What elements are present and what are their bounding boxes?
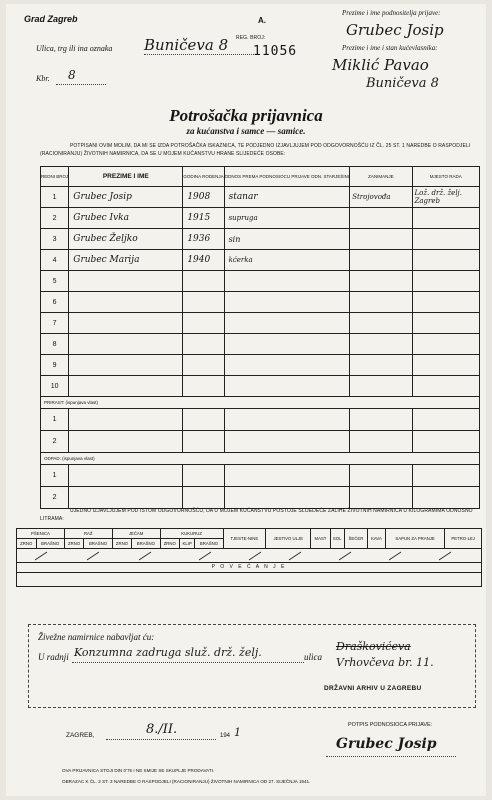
members-table bbox=[40, 166, 480, 509]
table-row bbox=[41, 250, 480, 271]
row-number: 7 bbox=[41, 313, 69, 334]
shop-line bbox=[72, 662, 304, 663]
odpad-label: ODPAD: (ispunjava vlast) bbox=[41, 453, 480, 465]
shop-label: U radnji bbox=[38, 652, 69, 662]
building-value: 8 bbox=[68, 68, 76, 82]
prirast-label: PRIRAST: (ispunjava vlast) bbox=[41, 397, 480, 409]
sub-flour: BRAŠNO bbox=[132, 539, 160, 549]
member-relation: supruga bbox=[224, 208, 350, 229]
member-name: Grubec Željko bbox=[69, 229, 183, 250]
table-row bbox=[41, 229, 480, 250]
member-relation bbox=[224, 292, 350, 313]
owner-name: Miklić Pavao bbox=[332, 56, 429, 74]
form-title: Potrošačka prijavnica bbox=[169, 106, 323, 125]
member-name bbox=[69, 292, 183, 313]
city-label: Grad Zagreb bbox=[24, 14, 78, 24]
stock-petroleum: PETRO-LEJ bbox=[445, 529, 482, 549]
stock-pasta: TJESTE-NINE bbox=[223, 529, 265, 549]
member-workplace bbox=[412, 208, 479, 229]
reg-number: 11056 bbox=[253, 44, 298, 59]
member-occupation bbox=[350, 208, 412, 229]
table-row bbox=[41, 431, 480, 453]
members-header-row bbox=[41, 167, 480, 187]
sub-grain: ZRNO bbox=[112, 539, 132, 549]
col-header-workplace: MJESTO RADA bbox=[412, 167, 479, 187]
price-note: OVA PRIJAVNICA STOJI DIN 0'75 I NE SMIJE SE SKUPLJE PRODAVATI. bbox=[62, 768, 215, 773]
shop-value: Konzumna zadruga služ. drž. želj. bbox=[74, 646, 262, 659]
table-row bbox=[41, 292, 480, 313]
table-row bbox=[41, 409, 480, 431]
member-relation bbox=[224, 355, 350, 376]
row-number: 9 bbox=[41, 355, 69, 376]
stocks-table bbox=[16, 528, 482, 587]
member-birth-year: 1908 bbox=[183, 187, 224, 208]
member-occupation bbox=[350, 271, 412, 292]
row-number: 2 bbox=[41, 487, 69, 509]
street-line bbox=[144, 54, 256, 55]
member-birth-year bbox=[183, 334, 224, 355]
member-birth-year bbox=[183, 376, 224, 397]
row-number: 5 bbox=[41, 271, 69, 292]
date-value: 8./II. bbox=[146, 722, 178, 737]
street-old-value: Draškovićeva bbox=[336, 640, 411, 653]
member-occupation: Strojovođa bbox=[350, 187, 412, 208]
member-birth-year: 1915 bbox=[183, 208, 224, 229]
strike-marks bbox=[17, 549, 483, 563]
stocks-values-cell bbox=[17, 549, 482, 563]
year-prefix: 194 bbox=[220, 733, 231, 739]
prirast-header-row bbox=[41, 397, 480, 409]
member-workplace bbox=[412, 229, 479, 250]
table-row bbox=[41, 465, 480, 487]
col-header-year: GODINA RODENJA bbox=[183, 167, 224, 187]
sub-flour: BRAŠNO bbox=[195, 539, 223, 549]
row-number: 2 bbox=[41, 208, 69, 229]
member-name: Grubec Marija bbox=[69, 250, 183, 271]
stock-oil: JESTIVO ULJE bbox=[266, 529, 311, 549]
regulation-note: OBRAZAC K ČL. 2 ST. 3 NAREDBE O RASPODJELI (RACIONIRANJU) ŽIVOTNIH NAMIRNICA OD 27. SIJEČNJA 1941. bbox=[62, 779, 311, 784]
owner-label: Prezime i ime i stan kućevlasnika: bbox=[342, 44, 438, 52]
applicant-label: Prezime i ime podnositelja prijave: bbox=[342, 9, 441, 17]
member-relation: kćerka bbox=[224, 250, 350, 271]
sub-flour: BRAŠNO bbox=[36, 539, 64, 549]
stock-group-wheat: PŠENICA bbox=[17, 529, 65, 539]
row-number: 3 bbox=[41, 229, 69, 250]
member-occupation bbox=[350, 334, 412, 355]
member-occupation bbox=[350, 292, 412, 313]
row-number: 1 bbox=[41, 187, 69, 208]
stock-group-rye: RAŽ bbox=[64, 529, 112, 539]
member-birth-year bbox=[183, 313, 224, 334]
member-occupation bbox=[350, 376, 412, 397]
date-line bbox=[106, 739, 216, 740]
member-occupation bbox=[350, 313, 412, 334]
col-header-name: PREZIME I IME bbox=[69, 167, 183, 187]
year-digit: 1 bbox=[234, 726, 241, 739]
street-label: Ulica, trg ili ina oznaka bbox=[36, 44, 113, 53]
row-number: 1 bbox=[41, 465, 69, 487]
street-field-label: ulica bbox=[304, 652, 322, 662]
street-new-value: Vrhovčeva br. 11. bbox=[336, 656, 434, 669]
stock-group-corn: KUKURUZ bbox=[160, 529, 223, 539]
member-name bbox=[69, 271, 183, 292]
member-workplace bbox=[412, 313, 479, 334]
form-subtitle: za kućanstva i samce — samice. bbox=[186, 126, 306, 136]
member-birth-year bbox=[183, 355, 224, 376]
table-row bbox=[41, 376, 480, 397]
member-name: Grubec Ivka bbox=[69, 208, 183, 229]
street-value: Buničeva 8 bbox=[144, 36, 229, 54]
member-birth-year: 1940 bbox=[183, 250, 224, 271]
member-name: Grubec Josip bbox=[69, 187, 183, 208]
table-row bbox=[41, 187, 480, 208]
member-name bbox=[69, 313, 183, 334]
stocks-intro: UJEDNO IZJAVLJUJEM POD ISTOM ODGOVORNOŠĆU, DA U MOJEM KUĆANSTVU POSTOJE SLIJEDEĆE ZALIHE ŽIVOTNIH NAMIRNICA U KILOGRAMIMA ODNOSNO LITRAMA: bbox=[40, 508, 473, 522]
member-occupation bbox=[350, 229, 412, 250]
section-letter: A. bbox=[258, 16, 266, 25]
sub-grain: ZRNO bbox=[160, 539, 180, 549]
member-relation: stanar bbox=[224, 187, 350, 208]
member-relation bbox=[224, 376, 350, 397]
member-workplace bbox=[412, 334, 479, 355]
table-row bbox=[41, 334, 480, 355]
member-name bbox=[69, 334, 183, 355]
stock-lard: MAST bbox=[311, 529, 330, 549]
odpad-header-row bbox=[41, 453, 480, 465]
member-occupation bbox=[350, 250, 412, 271]
member-workplace bbox=[412, 376, 479, 397]
member-name bbox=[69, 376, 183, 397]
col-header-relation: ODNOS PREMA PODNOSIOCU PRIJAVE ODN. STARJEŠINI bbox=[224, 167, 350, 187]
member-birth-year: 1936 bbox=[183, 229, 224, 250]
stocks-values-row bbox=[17, 549, 482, 563]
row-number: 2 bbox=[41, 431, 69, 453]
table-row bbox=[41, 355, 480, 376]
table-row bbox=[41, 313, 480, 334]
col-header-no: REDNI BROJ bbox=[41, 167, 69, 187]
reg-label: REG. BROJ: bbox=[236, 35, 266, 41]
row-number: 8 bbox=[41, 334, 69, 355]
row-number: 10 bbox=[41, 376, 69, 397]
stock-coffee: KAVA bbox=[368, 529, 386, 549]
member-workplace bbox=[412, 271, 479, 292]
sub-cob: KLIP bbox=[180, 539, 195, 549]
stock-sugar: ŠEĆER bbox=[344, 529, 367, 549]
stock-soap: SAPUN ZA PRANJE bbox=[385, 529, 445, 549]
table-row bbox=[41, 271, 480, 292]
member-relation bbox=[224, 271, 350, 292]
owner-address: Buničeva 8 bbox=[366, 76, 439, 91]
row-number: 1 bbox=[41, 409, 69, 431]
applicant-signature: Grubec Josip bbox=[336, 736, 437, 752]
member-relation bbox=[224, 334, 350, 355]
member-birth-year bbox=[183, 271, 224, 292]
row-number: 4 bbox=[41, 250, 69, 271]
applicant-value: Grubec Josip bbox=[346, 21, 444, 39]
table-row bbox=[41, 208, 480, 229]
member-birth-year bbox=[183, 292, 224, 313]
ration-registration-form bbox=[6, 4, 486, 796]
supply-label: Živežne namirnice nabavljat ću: bbox=[38, 632, 155, 642]
place-label: ZAGREB, bbox=[66, 732, 95, 739]
member-relation bbox=[224, 313, 350, 334]
increase-values-row bbox=[17, 573, 482, 587]
increase-row bbox=[17, 563, 482, 573]
intro-text: POTPISANI OVIM MOLIM, DA MI SE IZDA POTROŠAČKA ISKAZNICA, TE PODJEDNO IZJAVLJUJEM POD ODGOVORNOŠĆU IZ ČL. 25 ST. 1 NAREDBE O RASPODJELI (RACIONIRANJU) ŽIVOTNIH NAMIRNICA, DA SE U MOJEM KUĆANSTVU HRANE SLIJEDEĆE OSOBE: bbox=[40, 143, 471, 157]
member-relation: sin bbox=[224, 229, 350, 250]
col-header-occupation: ZANIMANJE bbox=[350, 167, 412, 187]
building-label: Kbr. bbox=[36, 74, 50, 83]
building-line bbox=[56, 84, 106, 85]
stock-salt: SOL bbox=[330, 529, 344, 549]
member-workplace bbox=[412, 355, 479, 376]
stock-group-barley: JEČAM bbox=[112, 529, 160, 539]
sub-grain: ZRNO bbox=[64, 539, 84, 549]
member-workplace bbox=[412, 250, 479, 271]
archive-stamp: DRŽAVNI ARHIV U ZAGREBU bbox=[324, 685, 422, 692]
member-workplace: Lož. drž. želj. Zagreb bbox=[412, 187, 479, 208]
member-workplace bbox=[412, 292, 479, 313]
sub-grain: ZRNO bbox=[17, 539, 37, 549]
signature-line bbox=[326, 756, 456, 757]
table-row bbox=[41, 487, 480, 509]
increase-label: P O V E Ć A N J E bbox=[17, 563, 482, 573]
sub-flour: BRAŠNO bbox=[84, 539, 112, 549]
member-name bbox=[69, 355, 183, 376]
signature-label: POTPIS PODNOSIOCA PRIJAVE: bbox=[348, 722, 433, 728]
stocks-header-row bbox=[17, 529, 482, 539]
member-occupation bbox=[350, 355, 412, 376]
row-number: 6 bbox=[41, 292, 69, 313]
